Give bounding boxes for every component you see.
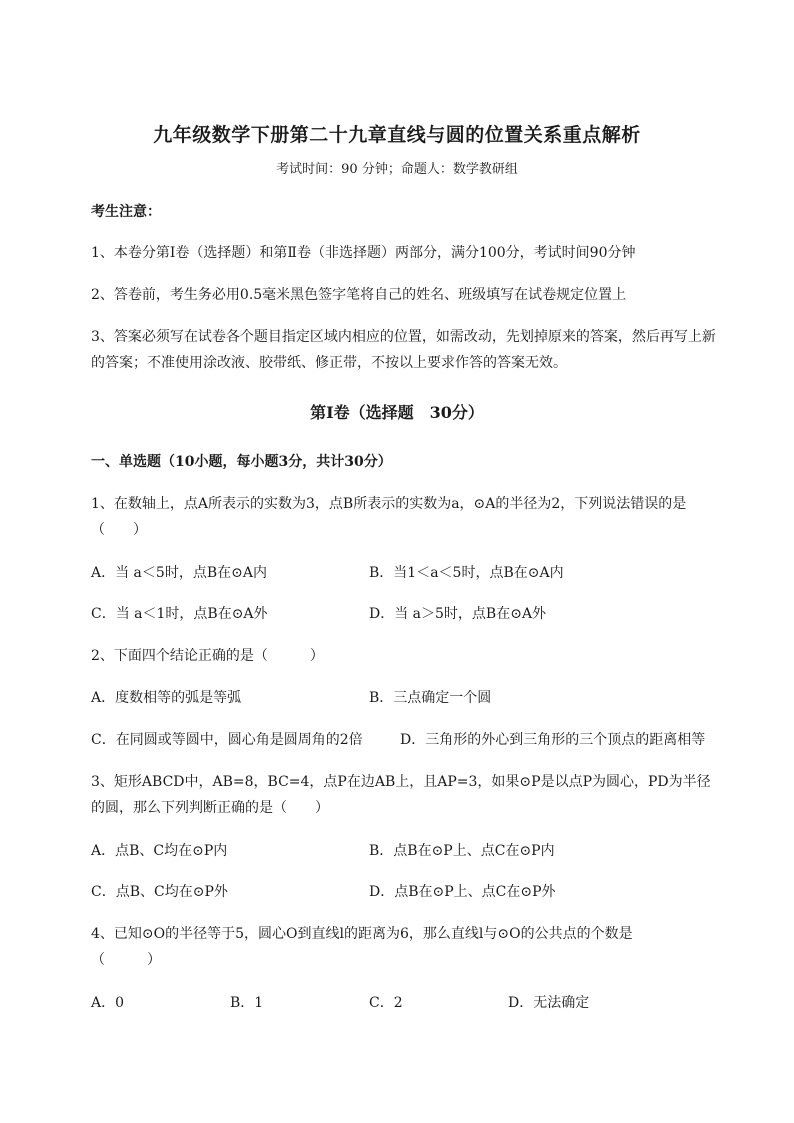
question-1-option-c: C．当 a＜1时，点B在⊙A外	[91, 606, 268, 622]
question-2-stem: 2、下面四个结论正确的是（ ）	[91, 648, 324, 664]
question-1-blank: （ ）	[91, 522, 147, 538]
question-4-option-c: C．2	[369, 995, 403, 1011]
question-2-option-d: D．三角形的外心到三角形的三个顶点的距离相等	[400, 732, 706, 748]
question-3-option-a: A．点B、C均在⊙P内	[91, 843, 228, 859]
question-3-option-b: B．点B在⊙P上、点C在⊙P内	[369, 843, 555, 859]
question-1-option-d: D．当 a＞5时，点B在⊙A外	[369, 606, 547, 622]
notice-item: 2、答卷前，考生务必用0.5毫米黑色签字笔将自己的姓名、班级填写在试卷规定位置上	[91, 287, 627, 303]
question-3-option-c: C．点B、C均在⊙P外	[91, 884, 228, 900]
question-4-stem: 4、已知⊙O的半径等于5，圆心O到直线l的距离为6，那么直线l与⊙O的公共点的个数是	[91, 926, 633, 942]
notice-item: 的答案；不准使用涂改液、胶带纸、修正带，不按以上要求作答的答案无效。	[91, 355, 567, 371]
question-1-option-b: B．当1＜a＜5时，点B在⊙A内	[369, 565, 564, 581]
question-2-option-b: B．三点确定一个圆	[369, 690, 492, 706]
notice-heading: 考生注意：	[91, 204, 161, 220]
question-1-stem: 1、在数轴上，点A所表示的实数为3，点B所表示的实数为a，⊙A的半径为2，下列说法错误的是	[91, 496, 687, 512]
part-heading: 一、单选题（10小题，每小题3分，共计30分）	[91, 454, 392, 470]
question-1-option-a: A．当 a＜5时，点B在⊙A内	[91, 565, 267, 581]
question-2-option-c: C．在同圆或等圆中，圆心角是圆周角的2倍	[91, 732, 363, 748]
exam-info: 考试时间：90 分钟；命题人：数学教研组	[276, 162, 518, 177]
section-title: 第I卷（选择题 30分）	[310, 403, 484, 422]
question-3-stem: 3、矩形ABCD中，AB=8，BC=4，点P在边AB上，且AP=3，如果⊙P是以点P为圆心，PD为半径	[91, 774, 711, 790]
question-3-option-d: D．点B在⊙P上、点C在⊙P外	[369, 884, 556, 900]
question-2-option-a: A．度数相等的弧是等弧	[91, 690, 242, 706]
question-3-stem-cont: 的圆，那么下列判断正确的是（ ）	[91, 800, 329, 816]
question-4-option-b: B．1	[230, 995, 264, 1011]
question-4-option-d: D．无法确定	[508, 995, 590, 1011]
question-4-blank: （ ）	[91, 952, 161, 968]
notice-item: 1、本卷分第I卷（选择题）和第Ⅱ卷（非选择题）两部分，满分100分，考试时间90分钟	[91, 245, 636, 261]
question-4-option-a: A．0	[91, 995, 125, 1011]
page-title: 九年级数学下册第二十九章直线与圆的位置关系重点解析	[153, 124, 641, 146]
notice-item: 3、答案必须写在试卷各个题目指定区域内相应的位置，如需改动，先划掉原来的答案，然后再写上新	[91, 329, 716, 345]
